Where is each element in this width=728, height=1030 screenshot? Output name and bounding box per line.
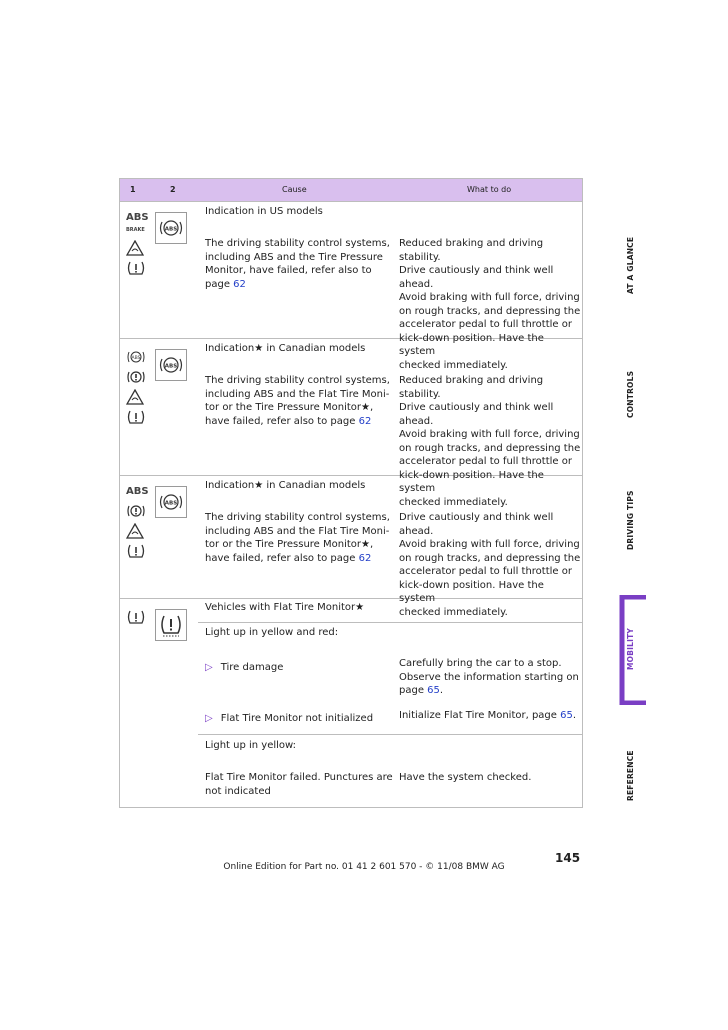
section-title: Indication in US models xyxy=(205,206,323,217)
bullet-arrow-icon: ▷ xyxy=(205,662,213,673)
list-item: ▷ Flat Tire Monitor not initialized xyxy=(205,713,374,724)
brake-warning-icon xyxy=(126,503,146,519)
list-item: ▷ Tire damage xyxy=(205,662,284,673)
side-tab-at-a-glance[interactable]: AT A GLANCE xyxy=(626,236,635,294)
action-text: Have the system checked. xyxy=(399,772,532,783)
side-tab-mobility[interactable]: MOBILITY xyxy=(626,627,635,670)
cause-text: The driving stability control systems, including ABS and the Tire Pressure Monitor, have failed, refer also to page 62 xyxy=(205,238,390,290)
icon-column-3 xyxy=(126,486,149,559)
cause-text: Flat Tire Monitor failed. Punctures are not indicated xyxy=(205,772,393,797)
action-text: Reduced braking and driving stability. Drive cautiously and think well ahead. Avoid braking with full force, driving on rough tracks, and depressing the accelerator pedal to full throttle or kick-down position. Have the system checked immediately. xyxy=(399,375,581,508)
cause-text: The driving stability control systems, including ABS and the Flat Tire Moni- tor or the Tire Pressure Monitor★, have failed, refer also to page 62 xyxy=(205,512,390,564)
brake-warning-icon xyxy=(126,369,146,385)
row-divider xyxy=(198,622,582,623)
tire-pressure-icon xyxy=(126,409,146,425)
section-canadian-models-1 xyxy=(120,339,582,508)
side-tab-reference[interactable]: REFERENCE xyxy=(626,750,635,801)
tire-pressure-icon xyxy=(126,260,146,276)
option-star: ★ xyxy=(254,480,264,491)
col1-header: 1 xyxy=(130,185,136,194)
icon-column-2 xyxy=(126,349,146,425)
flat-tire-indicator-icon xyxy=(155,609,187,641)
page-link[interactable]: 62 xyxy=(358,415,372,427)
icon-column-4 xyxy=(126,609,146,625)
warning-table xyxy=(119,178,583,808)
option-star: ★ xyxy=(355,602,365,613)
abs-circle-icon xyxy=(126,349,146,365)
bullet-arrow-icon: ▷ xyxy=(205,713,213,724)
brake-text-icon: BRAKE xyxy=(126,227,145,233)
page-link[interactable]: 62 xyxy=(233,278,246,290)
footer-text: Online Edition for Part no. 01 41 2 601 570 - © 11/08 BMW AG xyxy=(223,862,505,872)
abs-text-icon: ABS xyxy=(126,212,149,223)
stability-warning-icon xyxy=(126,389,144,405)
section-title: Vehicles with Flat Tire Monitor★ xyxy=(205,602,365,613)
subheading: Light up in yellow: xyxy=(205,740,297,751)
icon-column-1 xyxy=(126,212,149,276)
col2-header: 2 xyxy=(170,185,176,194)
section-title: Indication★ in Canadian models xyxy=(205,480,366,491)
action-text: Reduced braking and driving stability. Drive cautiously and think well ahead. Avoid braking with full force, driving on rough tracks, and depressing the accelerator pedal to full throttle or kick-down position. Have the system checked immediately. xyxy=(399,238,581,371)
section-title: Indication★ in Canadian models xyxy=(205,343,366,354)
page-link[interactable]: 65 xyxy=(560,710,573,721)
cause-header: Cause xyxy=(282,185,307,194)
page-link[interactable]: 62 xyxy=(358,552,372,564)
page-link[interactable]: 65 xyxy=(427,685,440,696)
cause-text: The driving stability control systems, including ABS and the Flat Tire Moni- tor or the Tire Pressure Monitor★, have failed, refer also to page 62 xyxy=(205,375,390,427)
stability-warning-icon xyxy=(126,523,144,539)
tire-pressure-icon xyxy=(126,543,146,559)
abs-indicator-icon xyxy=(155,486,187,518)
side-tab-driving-tips[interactable]: DRIVING TIPS xyxy=(626,490,635,550)
svg-text:ABS: ABS xyxy=(131,356,141,361)
action-text: Initialize Flat Tire Monitor, page 65. xyxy=(399,710,577,721)
abs-indicator-icon xyxy=(155,212,187,244)
stability-warning-icon xyxy=(126,240,144,256)
svg-text:ABS: ABS xyxy=(164,500,178,507)
action-text: Drive cautiously and think well ahead. Avoid braking with full force, driving on rough tracks, and depressing the accelerator pedal to full throttle or kick-down position. Have the system checked immediately. xyxy=(399,512,581,618)
abs-indicator-icon xyxy=(155,349,187,381)
abs-text-icon: ABS xyxy=(126,486,149,497)
svg-text:ABS: ABS xyxy=(164,226,178,233)
subheading: Light up in yellow and red: xyxy=(205,627,339,638)
table-header xyxy=(120,179,582,202)
what-to-do-header: What to do xyxy=(467,185,512,194)
row-divider xyxy=(198,734,582,735)
option-star: ★ xyxy=(254,343,264,354)
svg-text:ABS: ABS xyxy=(164,363,178,370)
action-text: Carefully bring the car to a stop. Observe the information starting on page 65. xyxy=(399,658,579,696)
tire-pressure-icon xyxy=(126,609,146,625)
section-flat-tire-monitor xyxy=(120,599,582,808)
page-number: 145 xyxy=(555,851,581,865)
side-tab-controls[interactable]: CONTROLS xyxy=(626,370,635,418)
